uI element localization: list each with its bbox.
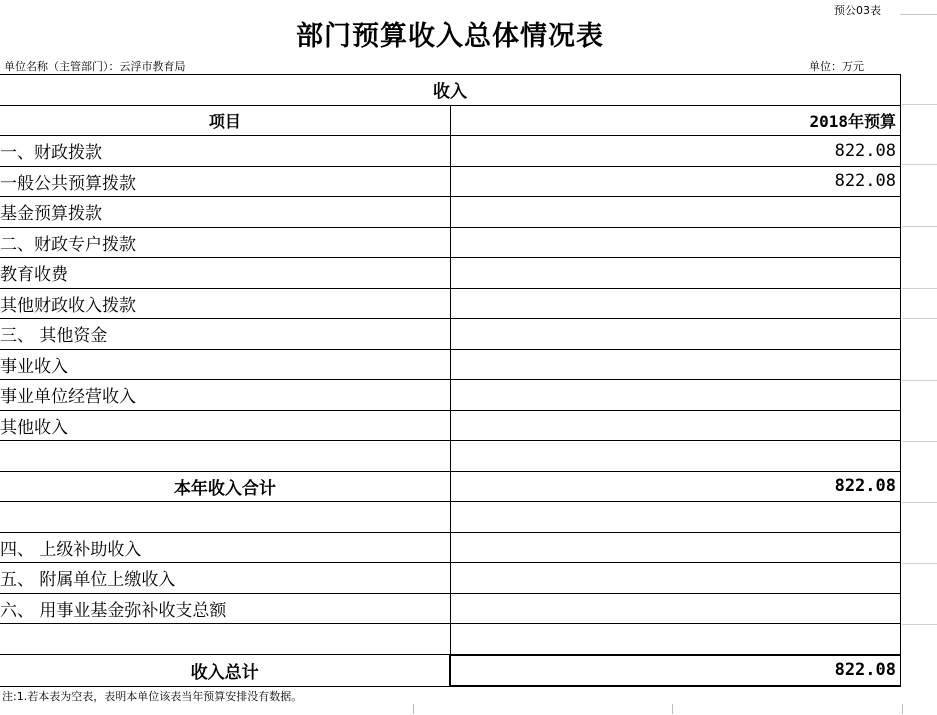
row-label: 事业收入 <box>0 349 450 380</box>
table-row <box>0 593 901 624</box>
row-value: 822.08 <box>450 136 900 167</box>
footnote: 注:1.若本表为空表，表明本单位该表当年预算安排没有数据。 <box>2 690 303 703</box>
table-row <box>0 166 901 197</box>
table-row <box>0 502 901 533</box>
row-value <box>450 563 900 594</box>
grid-tick <box>672 704 673 714</box>
table-row <box>0 380 901 411</box>
total-row <box>0 471 901 502</box>
table-row <box>0 136 901 167</box>
row-value <box>450 258 900 289</box>
row-value <box>450 441 900 472</box>
budget-table <box>0 74 901 687</box>
grid-tick <box>413 704 414 714</box>
table-row <box>0 532 901 563</box>
right-guide-line <box>902 380 937 381</box>
row-value <box>450 288 900 319</box>
right-guide-line <box>902 226 937 227</box>
table-row <box>0 227 901 258</box>
right-guide-line <box>902 502 937 503</box>
row-value <box>450 502 900 533</box>
right-guide-line <box>902 624 937 625</box>
grid-tick <box>902 704 903 714</box>
table-row <box>0 563 901 594</box>
row-value <box>450 593 900 624</box>
row-value: 822.08 <box>450 166 900 197</box>
row-label: 三、 其他资金 <box>0 319 450 350</box>
form-code-underline <box>900 14 937 15</box>
table-row <box>0 624 901 655</box>
row-value <box>450 227 900 258</box>
group-header-row <box>0 75 901 106</box>
row-label: 六、 用事业基金弥补收支总额 <box>0 593 450 624</box>
row-label: 其他财政收入拨款 <box>0 288 450 319</box>
row-label: 二、财政专户拨款 <box>0 227 450 258</box>
row-label: 基金预算拨款 <box>0 197 450 228</box>
column-header-item: 项目 <box>0 105 450 136</box>
row-label: 四、 上级补助收入 <box>0 532 450 563</box>
table-row <box>0 288 901 319</box>
right-guide-line <box>902 563 937 564</box>
unit-name: 单位名称（主管部门）：云浮市教育局 <box>4 60 186 73</box>
group-header: 收入 <box>0 75 901 106</box>
right-guide-line <box>902 441 937 442</box>
form-code: 预公03表 <box>834 4 881 17</box>
grand-total-row <box>0 655 901 687</box>
row-value <box>450 624 900 655</box>
row-label: 一、财政拨款 <box>0 136 450 167</box>
row-label: 一般公共预算拨款 <box>0 166 450 197</box>
table-row <box>0 258 901 289</box>
unit-label: 单位：万元 <box>809 60 864 73</box>
table-row <box>0 441 901 472</box>
row-label: 事业单位经营收入 <box>0 380 450 411</box>
row-value <box>450 349 900 380</box>
right-guide-line <box>902 288 937 289</box>
row-label: 本年收入合计 <box>0 471 450 502</box>
row-value <box>450 380 900 411</box>
row-value: 822.08 <box>450 655 900 687</box>
table-row <box>0 319 901 350</box>
row-label <box>0 502 450 533</box>
row-label: 教育收费 <box>0 258 450 289</box>
table-row <box>0 410 901 441</box>
column-header-budget: 2018年预算 <box>450 105 900 136</box>
row-value <box>450 319 900 350</box>
page-title: 部门预算收入总体情况表 <box>296 21 604 52</box>
row-label <box>0 441 450 472</box>
right-guide-line <box>902 318 937 319</box>
right-guide-line <box>902 164 937 165</box>
row-value <box>450 197 900 228</box>
row-value: 822.08 <box>450 471 900 502</box>
row-label: 收入总计 <box>0 655 450 687</box>
row-label <box>0 624 450 655</box>
column-header-row <box>0 105 901 136</box>
row-value <box>450 532 900 563</box>
row-label: 五、 附属单位上缴收入 <box>0 563 450 594</box>
right-guide-line <box>902 104 937 105</box>
row-value <box>450 410 900 441</box>
table-row <box>0 197 901 228</box>
table-row <box>0 349 901 380</box>
row-label: 其他收入 <box>0 410 450 441</box>
